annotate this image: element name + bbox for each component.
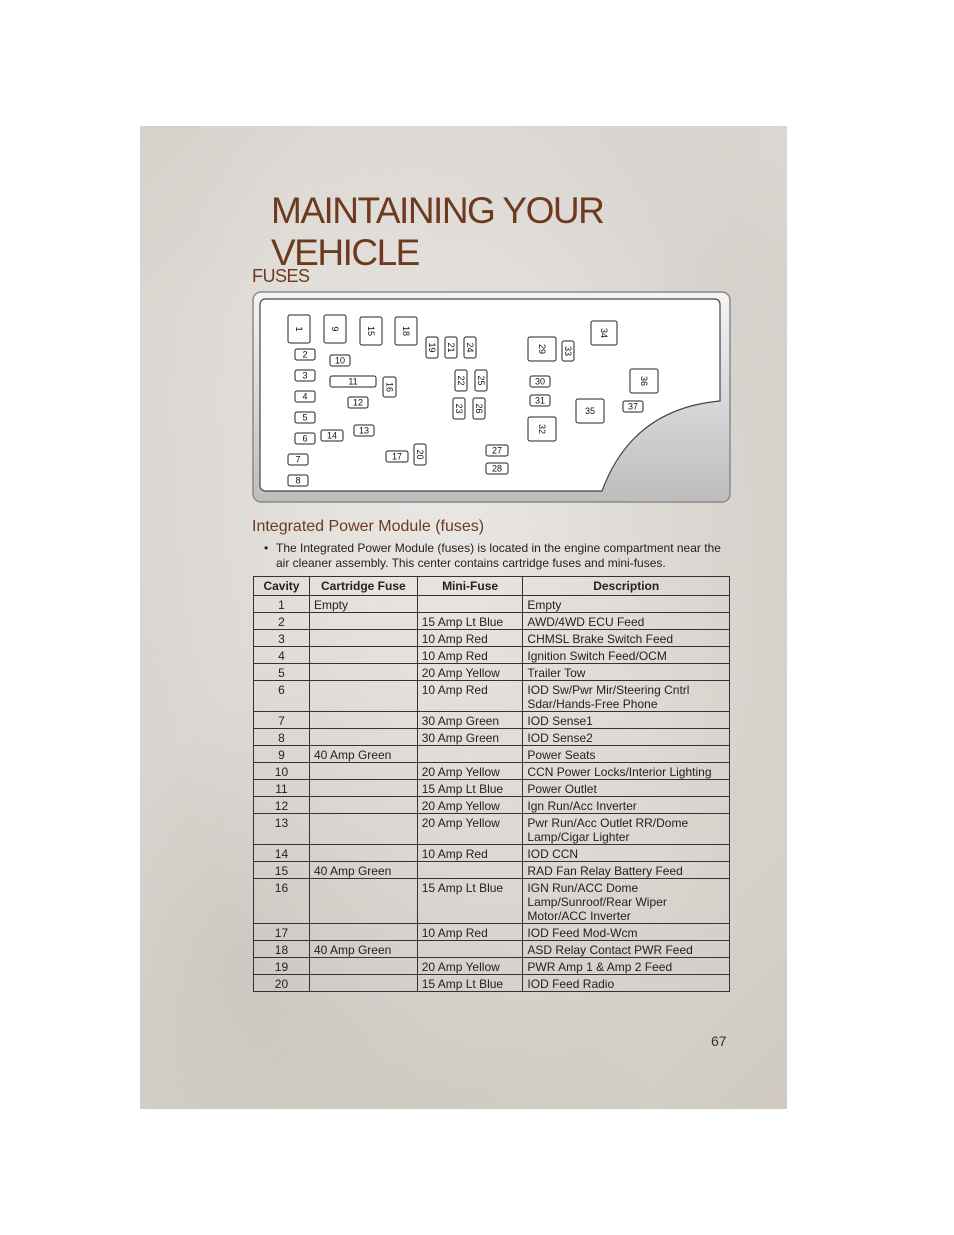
- table-row: [254, 729, 730, 746]
- fuse-cavity-12: [348, 397, 368, 408]
- fuse-label: 2: [302, 349, 308, 360]
- cell-mini-fuse: 10 Amp Red: [417, 681, 523, 712]
- bullet-text: The Integrated Power Module (fuses) is located in the engine compartment near the air cleaner assembly. This center contains cartridge fuses and mini-fuses.: [276, 541, 721, 570]
- table-row: [254, 958, 730, 975]
- table-header-row: [254, 577, 730, 596]
- cell-cavity: 15: [254, 862, 310, 879]
- fuse-cavity-6: [295, 433, 315, 444]
- cell-description: AWD/4WD ECU Feed: [523, 613, 730, 630]
- bullet-item: [264, 541, 734, 571]
- table-row: [254, 814, 730, 845]
- cell-cartridge-fuse: [309, 814, 417, 845]
- cell-description: Power Outlet: [523, 780, 730, 797]
- cell-description: IOD Sense1: [523, 712, 730, 729]
- cell-cavity: 6: [254, 681, 310, 712]
- cell-cavity: 10: [254, 763, 310, 780]
- table-row: [254, 924, 730, 941]
- fuse-box-diagram: [252, 291, 732, 505]
- cell-description: Pwr Run/Acc Outlet RR/Dome Lamp/Cigar Lighter: [523, 814, 730, 845]
- fuse-label: 31: [534, 395, 546, 406]
- cell-mini-fuse: 10 Amp Red: [417, 845, 523, 862]
- cell-cavity: 4: [254, 647, 310, 664]
- table-row: [254, 862, 730, 879]
- header-description: Description: [523, 577, 730, 596]
- fuse-label: 30: [534, 376, 546, 387]
- fuse-label: 9: [330, 326, 340, 332]
- fuse-cavity-30: [530, 376, 550, 387]
- cell-cartridge-fuse: [309, 664, 417, 681]
- fuse-label: 29: [537, 343, 547, 355]
- cell-description: IOD Sense2: [523, 729, 730, 746]
- fuse-label: 7: [295, 454, 301, 465]
- cell-cavity: 19: [254, 958, 310, 975]
- cell-cavity: 11: [254, 780, 310, 797]
- cell-cartridge-fuse: 40 Amp Green: [309, 862, 417, 879]
- header-cavity: Cavity: [254, 577, 310, 596]
- cell-description: IOD Feed Mod-Wcm: [523, 924, 730, 941]
- table-row: [254, 681, 730, 712]
- table-row: [254, 647, 730, 664]
- fuse-label: 32: [537, 423, 547, 435]
- fuse-cavity-8: [288, 475, 308, 486]
- header-mini-fuse: Mini-Fuse: [417, 577, 523, 596]
- fuse-label: 36: [639, 375, 649, 387]
- manual-page: [140, 126, 787, 1109]
- fuse-label: 35: [584, 406, 596, 416]
- cell-cavity: 12: [254, 797, 310, 814]
- fuse-cavity-22: [455, 370, 467, 391]
- fuse-label: 24: [465, 342, 475, 353]
- cell-description: CCN Power Locks/Interior Lighting: [523, 763, 730, 780]
- fuse-label: 4: [302, 391, 308, 402]
- cell-cartridge-fuse: 40 Amp Green: [309, 746, 417, 763]
- fuse-cavity-37: [623, 401, 643, 412]
- table-row: [254, 975, 730, 992]
- cell-description: IOD Sw/Pwr Mir/Steering Cntrl Sdar/Hands-Free Phone: [523, 681, 730, 712]
- fuse-label: 12: [352, 397, 364, 408]
- fuse-cavity-19: [426, 337, 438, 358]
- cell-mini-fuse: 15 Amp Lt Blue: [417, 613, 523, 630]
- cell-cavity: 7: [254, 712, 310, 729]
- fuse-cavity-5: [295, 412, 315, 423]
- table-row: [254, 746, 730, 763]
- fuse-label: 8: [295, 475, 301, 486]
- cell-mini-fuse: [417, 862, 523, 879]
- cell-cavity: 5: [254, 664, 310, 681]
- fuse-label: 1: [294, 326, 304, 332]
- cell-cartridge-fuse: [309, 975, 417, 992]
- cell-description: RAD Fan Relay Battery Feed: [523, 862, 730, 879]
- fuse-cavity-17: [386, 451, 408, 462]
- fuse-label: 13: [358, 425, 370, 436]
- table-row: [254, 797, 730, 814]
- cell-cavity: 20: [254, 975, 310, 992]
- fuse-label: 10: [334, 355, 346, 366]
- cell-cavity: 1: [254, 596, 310, 613]
- fuse-cavity-16: [383, 377, 396, 397]
- cell-description: Ignition Switch Feed/OCM: [523, 647, 730, 664]
- table-body: [254, 596, 730, 992]
- cell-mini-fuse: 15 Amp Lt Blue: [417, 879, 523, 924]
- cell-cartridge-fuse: [309, 613, 417, 630]
- fuse-cavity-36: [630, 369, 658, 393]
- fuse-cavity-25: [475, 370, 487, 391]
- fuse-label: 27: [491, 445, 503, 456]
- cell-cartridge-fuse: [309, 780, 417, 797]
- cell-mini-fuse: 20 Amp Yellow: [417, 763, 523, 780]
- cell-cartridge-fuse: Empty: [309, 596, 417, 613]
- cell-cartridge-fuse: [309, 924, 417, 941]
- cell-description: Ign Run/Acc Inverter: [523, 797, 730, 814]
- page-number: 67: [711, 1033, 727, 1049]
- fuse-label: 18: [401, 325, 411, 337]
- fuse-cavity-21: [445, 337, 457, 358]
- cell-cartridge-fuse: [309, 647, 417, 664]
- fuse-label: 19: [427, 342, 437, 353]
- cell-description: Power Seats: [523, 746, 730, 763]
- cell-description: CHMSL Brake Switch Feed: [523, 630, 730, 647]
- fuse-label: 16: [384, 381, 395, 393]
- fuse-label: 21: [446, 342, 456, 353]
- fuse-label: 11: [348, 376, 358, 387]
- fuse-cavity-9: [324, 315, 346, 343]
- fuse-cavity-26: [473, 398, 485, 419]
- fuse-cavity-18: [395, 317, 417, 345]
- cell-description: IOD Feed Radio: [523, 975, 730, 992]
- fuse-cavity-28: [486, 463, 508, 474]
- fuse-cavity-3: [295, 370, 315, 381]
- cell-cartridge-fuse: [309, 681, 417, 712]
- subsection-title: Integrated Power Module (fuses): [252, 518, 485, 535]
- fuse-cavity-27: [486, 445, 508, 456]
- fuse-label: 3: [302, 370, 308, 381]
- fuse-cavity-32: [528, 417, 556, 441]
- fuse-cavity-24: [464, 337, 476, 358]
- table-row: [254, 780, 730, 797]
- table-row: [254, 664, 730, 681]
- cell-mini-fuse: 30 Amp Green: [417, 712, 523, 729]
- cell-cavity: 9: [254, 746, 310, 763]
- fuse-label: 14: [326, 430, 338, 441]
- cell-mini-fuse: 20 Amp Yellow: [417, 797, 523, 814]
- cell-cartridge-fuse: [309, 845, 417, 862]
- cell-cartridge-fuse: 40 Amp Green: [309, 941, 417, 958]
- cell-mini-fuse: 20 Amp Yellow: [417, 958, 523, 975]
- fuse-cavity-4: [295, 391, 315, 402]
- table-row: [254, 879, 730, 924]
- fuse-cavity-23: [453, 398, 465, 419]
- fuse-label: 34: [599, 327, 609, 339]
- cell-mini-fuse: 30 Amp Green: [417, 729, 523, 746]
- cell-mini-fuse: [417, 596, 523, 613]
- cell-mini-fuse: 15 Amp Lt Blue: [417, 780, 523, 797]
- header-cartridge-fuse: Cartridge Fuse: [309, 577, 417, 596]
- cell-cartridge-fuse: [309, 958, 417, 975]
- section-title: FUSES: [252, 266, 310, 286]
- fuse-cavity-2: [295, 349, 315, 360]
- fuse-label: 6: [302, 433, 308, 444]
- cell-mini-fuse: 10 Amp Red: [417, 924, 523, 941]
- fuse-cavity-31: [530, 395, 550, 406]
- fuse-cavity-34: [591, 321, 617, 345]
- fuse-label: 23: [454, 403, 464, 414]
- cell-mini-fuse: 20 Amp Yellow: [417, 664, 523, 681]
- cell-cavity: 8: [254, 729, 310, 746]
- fuse-label: 33: [563, 345, 573, 357]
- cell-description: IOD CCN: [523, 845, 730, 862]
- fuse-cavity-20: [414, 444, 426, 465]
- cell-cartridge-fuse: [309, 763, 417, 780]
- cell-mini-fuse: 10 Amp Red: [417, 647, 523, 664]
- fuse-cavity-11: [330, 376, 376, 387]
- cell-description: IGN Run/ACC Dome Lamp/Sunroof/Rear Wiper Motor/ACC Inverter: [523, 879, 730, 924]
- cell-cartridge-fuse: [309, 797, 417, 814]
- fuse-cavity-15: [360, 317, 382, 345]
- cell-description: PWR Amp 1 & Amp 2 Feed: [523, 958, 730, 975]
- fuse-label: 22: [456, 375, 466, 386]
- fuse-label: 20: [415, 449, 425, 460]
- cell-cavity: 13: [254, 814, 310, 845]
- cell-mini-fuse: 15 Amp Lt Blue: [417, 975, 523, 992]
- cell-description: Empty: [523, 596, 730, 613]
- table-row: [254, 596, 730, 613]
- fuse-label: 5: [302, 412, 308, 423]
- cell-cartridge-fuse: [309, 879, 417, 924]
- bullet-symbol: •: [264, 541, 269, 555]
- table-row: [254, 613, 730, 630]
- cell-cavity: 16: [254, 879, 310, 924]
- fuse-label: 26: [474, 403, 484, 414]
- cell-cavity: 14: [254, 845, 310, 862]
- cell-description: ASD Relay Contact PWR Feed: [523, 941, 730, 958]
- fuse-cavity-10: [330, 355, 350, 366]
- fuse-label: 17: [391, 451, 403, 462]
- cell-cavity: 17: [254, 924, 310, 941]
- table-row: [254, 630, 730, 647]
- chapter-title: MAINTAINING YOUR VEHICLE: [271, 190, 604, 273]
- cell-cavity: 18: [254, 941, 310, 958]
- cell-mini-fuse: 10 Amp Red: [417, 630, 523, 647]
- fuse-cavity-7: [288, 454, 308, 465]
- table-row: [254, 712, 730, 729]
- cell-mini-fuse: [417, 941, 523, 958]
- fuse-label: 25: [476, 375, 486, 386]
- cell-description: Trailer Tow: [523, 664, 730, 681]
- table-row: [254, 763, 730, 780]
- cell-cartridge-fuse: [309, 729, 417, 746]
- fuse-label: 37: [627, 401, 639, 412]
- table-row: [254, 941, 730, 958]
- fuse-cavity-33: [562, 341, 574, 361]
- cell-cavity: 3: [254, 630, 310, 647]
- cell-cartridge-fuse: [309, 712, 417, 729]
- fuse-cavity-29: [528, 337, 556, 361]
- fuse-cavity-14: [321, 430, 343, 441]
- cell-mini-fuse: 20 Amp Yellow: [417, 814, 523, 845]
- cell-cavity: 2: [254, 613, 310, 630]
- table-row: [254, 845, 730, 862]
- fuse-cavity-35: [576, 399, 604, 423]
- fuse-cavity-1: [288, 315, 310, 343]
- fuse-label: 28: [491, 463, 503, 474]
- cell-cartridge-fuse: [309, 630, 417, 647]
- fuse-cavity-13: [354, 425, 374, 436]
- fuse-table: [253, 576, 730, 992]
- fuse-label: 15: [366, 325, 376, 337]
- cell-mini-fuse: [417, 746, 523, 763]
